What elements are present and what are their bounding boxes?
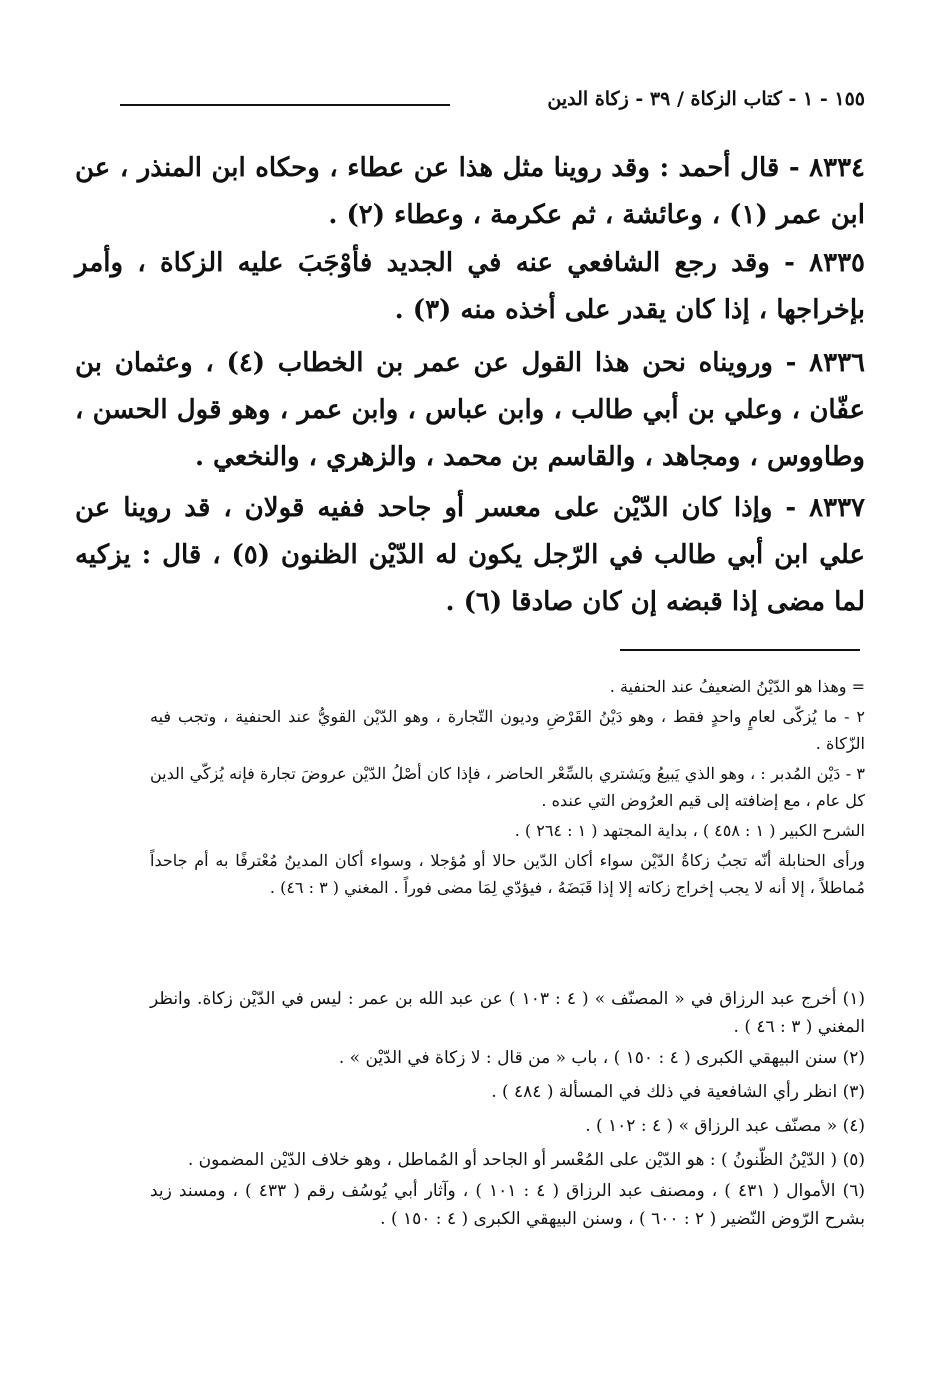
- carryover-note: ورأى الحنابلة أنّه تجبُ زكاةُ الدّيْن سواء أكان الدّين حالا أو مُؤجلا ، وسواء أكان المدينُ مُعْترفًا به أم جاحداً مُماطلاً ، إلا أنه لا يجب إخراج زكاته إلا إذا قَبَضَهُ ، فيؤدّي لِمَا مضى فوراً . المغني ( ٣ : ٤٦) .: [150, 851, 866, 897]
- footnote-2: (٢) سنن البيهقي الكبرى ( ٤ : ١٥٠ ) ، باب « من قال : لا زكاة في الدّيْن » .: [338, 1048, 865, 1068]
- footnote-5: (٥) ( الدّيْنُ الظّنونُ ) : هو الدّيْن على المُعْسر أو الجاحد أو المُماطل ، وهو خلاف الدّيْن المضمون .: [187, 1150, 865, 1170]
- header-rule: [120, 104, 450, 106]
- paragraph-8335: ٨٣٣٥ - وقد رجع الشافعي عنه في الجديد فأوْجَبَ عليه الزكاة ، وأمر بإخراجها ، إذا كان يقدر على أخذه منه (٣) .: [75, 248, 865, 325]
- footnote-rule: [620, 649, 860, 651]
- footnote-4: (٤) « مصنّف عبد الرزاق » ( ٤ : ١٠٢ ) .: [585, 1116, 865, 1136]
- footnotes: [150, 985, 865, 1233]
- running-head: ١٥٥ - ١ - كتاب الزكاة / ٣٩ - زكاة الدين: [547, 88, 865, 110]
- carryover-note: = وهذا هو الدّيْنُ الضعيفُ عند الحنفية .: [609, 677, 865, 696]
- carryover-notes: [150, 673, 865, 904]
- carryover-note: الشرح الكبير ( ١ : ٤٥٨ ) ، بداية المجتهد ( ١ : ٢٦٤ ) .: [514, 821, 865, 840]
- carryover-note: ٢ - ما يُزكّى لعامٍ واحدٍ فقط ، وهو دَيْنُ القَرْضِ وديون التّجارة ، وهو الدّيْن القويُّ عند الحنفية ، وتجب فيه الزّكاة .: [150, 707, 865, 753]
- footnote-1: (١) أخرج عبد الرزاق في « المصنّف » ( ٤ : ١٠٣ ) عن عبد الله بن عمر : ليس في الدّيْن زكاة. وانظر المغني ( ٣ : ٤٦ ) .: [150, 989, 865, 1037]
- paragraph-8337: ٨٣٣٧ - وإذا كان الدّيْن على معسر أو جاحد ففيه قولان ، قد روينا عن علي ابن أبي طالب في الرّجل يكون له الدّيْن الظنون (٥) ، قال : يزكيه لما مضى إذا قبضه إن كان صادقا (٦) .: [75, 493, 865, 617]
- footnote-3: (٣) انظر رأي الشافعية في ذلك في المسألة ( ٤٨٤ ) .: [491, 1082, 865, 1102]
- paragraph-8334: ٨٣٣٤ - قال أحمد : وقد روينا مثل هذا عن عطاء ، وحكاه ابن المنذر ، عن ابن عمر (١) ، وعائشة ، ثم عكرمة ، وعطاء (٢) .: [75, 153, 865, 230]
- footnote-6: (٦) الأموال ( ٤٣١ ) ، ومصنف عبد الرزاق ( ٤ : ١٠١ ) ، وآثار أبي يُوسُف رقم ( ٤٣٣ ) ، ومسند زيد بشرح الرّوض النّضير ( ٢ : ٦٠٠ ) ، وسنن البيهقي الكبرى ( ٤ : ١٥٠ ) .: [150, 1181, 865, 1229]
- carryover-note: ٣ - دَيْن المُدبر : ، وهو الذي يَبيعُ ويَشتري بالسِّعْر الحاضر ، فإذا كان أصْلُ الدّيْن عروضَ تجارة فإنه يُزكّي الدين كل عام ، مع إضافته إلى قيم العرُوض التي عنده .: [150, 764, 866, 810]
- paragraph-8336: ٨٣٣٦ - ورويناه نحن هذا القول عن عمر بن الخطاب (٤) ، وعثمان بن عفّان ، وعلي بن أبي طالب ، وابن عباس ، وابن عمر ، وهو قول الحسن ، وطاووس ، ومجاهد ، والقاسم بن محمد ، والزهري ، والنخعي .: [75, 348, 865, 472]
